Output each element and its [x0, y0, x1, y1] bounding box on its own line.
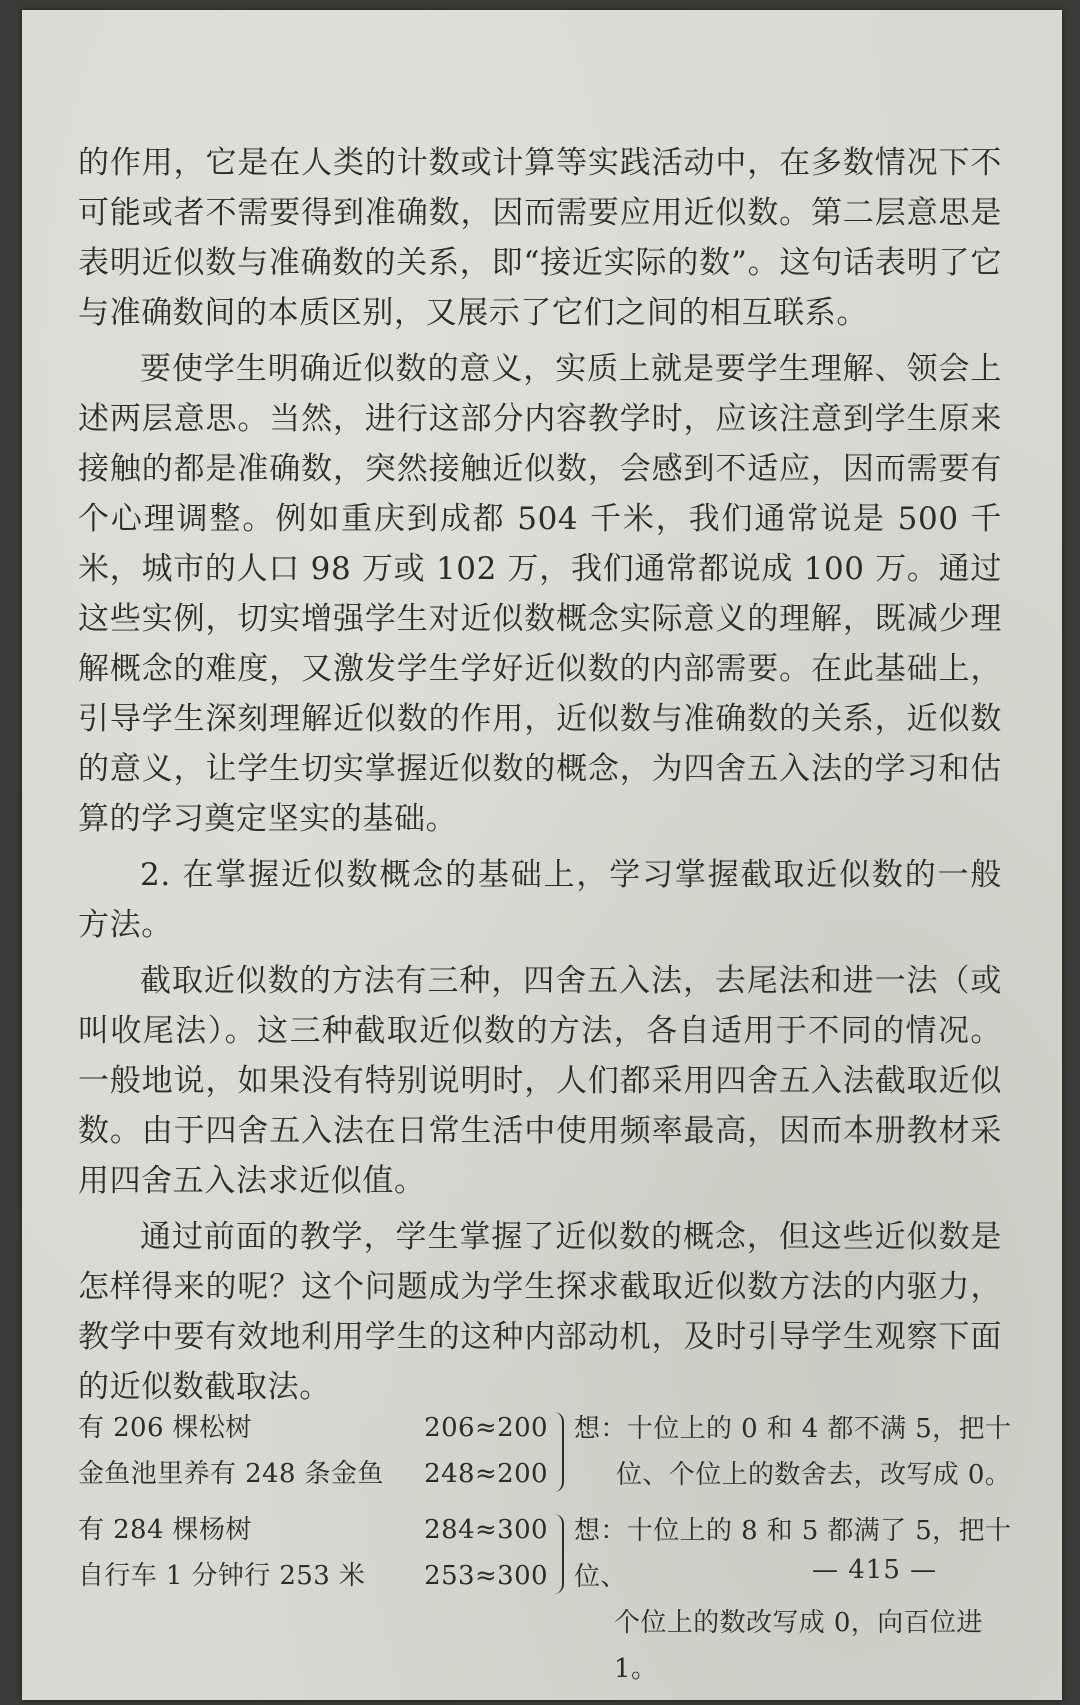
- example-label: 有 284 棵杨树: [78, 1515, 252, 1545]
- example-label: 金鱼池里养有 248 条金鱼: [78, 1459, 384, 1489]
- section-heading-2: 2. 在掌握近似数概念的基础上，学习掌握截取近似数的一般方法。: [78, 857, 1002, 943]
- note-line-1: 想：十位上的 8 和 5 都满了 5，把十位、: [574, 1516, 1012, 1592]
- note-line-2: 位、个位上的数舍去，改写成 0。: [616, 1460, 1012, 1490]
- body-text: [78, 138, 1002, 1412]
- example-note: [574, 1508, 1014, 1692]
- book-page: [22, 10, 1062, 1700]
- example-row: [78, 1406, 548, 1450]
- paragraph-1: 的作用，它是在人类的计数或计算等实践活动中，在多数情况下不可能或者不需要得到准确数，因而需要应用近似数。第二层意思是表明近似数与准确数的关系，即“接近实际的数”。这句话表明了它与准确数间的本质区别，又展示了它们之间的相互联系。: [78, 145, 1002, 331]
- paragraph-3: 截取近似数的方法有三种，四舍五入法，去尾法和进一法（或叫收尾法）。这三种截取近似数的方法，各自适用于不同的情况。一般地说，如果没有特别说明时，人们都采用四舍五入法截取近似数。由于四舍五入法在日常生活中使用频率最高，因而本册教材采用四舍五入法求近似值。: [78, 963, 1002, 1199]
- example-row: [78, 1554, 548, 1598]
- example-equation: 248≈200: [424, 1459, 548, 1489]
- example-equation: 253≈300: [424, 1561, 548, 1591]
- right-brace: [552, 1412, 564, 1492]
- example-equation: 206≈200: [424, 1413, 548, 1443]
- example-row: [78, 1508, 548, 1552]
- example-note: [574, 1406, 1014, 1498]
- example-group-round-down: [78, 1406, 1018, 1498]
- paragraph-2: 要使学生明确近似数的意义，实质上就是要学生理解、领会上述两层意思。当然，进行这部分内容教学时，应该注意到学生原来接触的都是准确数，突然接触近似数，会感到不适应，因而需要有个心理调整。例如重庆到成都 504 千米，我们通常说是 500 千米，城市的人口 98 万或 102 万，我们通常都说成 100 万。通过这些实例，切实增强学生对近似数概念实际意义的理解，既减少理解概念的难度，又激发学生学好近似数的内部需要。在此基础上，引导学生深刻理解近似数的作用，近似数与准确数的关系，近似数的意义，让学生切实掌握近似数的概念，为四舍五入法的学习和估算的学习奠定坚实的基础。: [78, 351, 1002, 837]
- page-number: — 415 —: [812, 1555, 938, 1585]
- example-label: 有 206 棵松树: [78, 1413, 252, 1443]
- note-line-1: 想：十位上的 0 和 4 都不满 5，把十: [574, 1414, 1012, 1444]
- example-label: 自行车 1 分钟行 253 米: [78, 1561, 366, 1591]
- example-equation: 284≈300: [424, 1515, 548, 1545]
- example-row: [78, 1452, 548, 1496]
- note-line-2: 个位上的数改写成 0，向百位进 1。: [614, 1608, 983, 1684]
- example-group-round-up: [78, 1508, 1018, 1684]
- paragraph-4: 通过前面的教学，学生掌握了近似数的概念，但这些近似数是怎样得来的呢？这个问题成为学生探求截取近似数方法的内驱力，教学中要有效地利用学生的这种内部动机，及时引导学生观察下面的近似数截取法。: [78, 1219, 1002, 1405]
- right-brace: [552, 1514, 564, 1594]
